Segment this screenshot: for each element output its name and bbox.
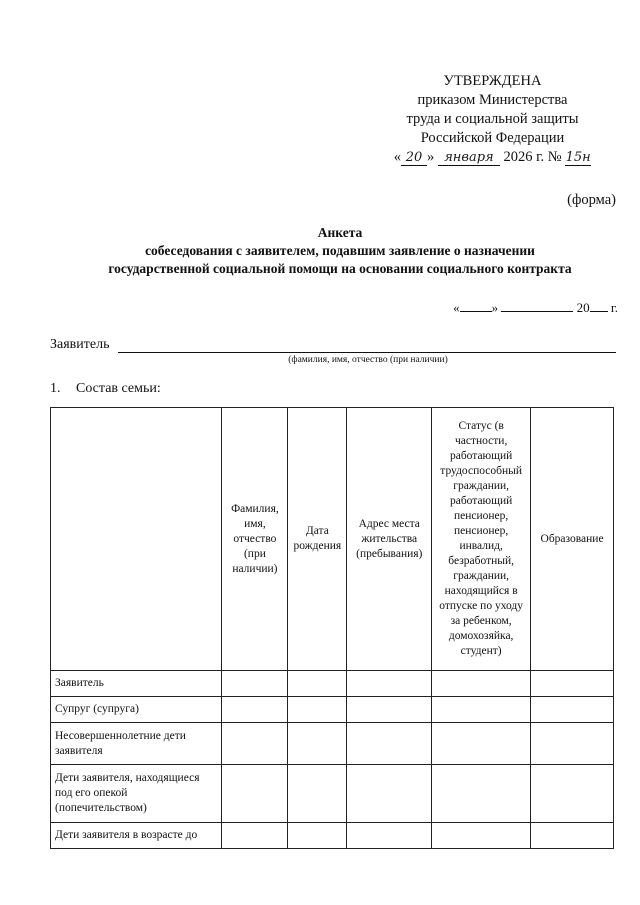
section-number: 1.	[50, 381, 61, 396]
document-title	[40, 224, 640, 278]
header-cell-status: Статус (в частности, работающий трудоспособный граждании, работающий пенсионер, пенсионер, инвалид, безработный, граждании, находящийся в отпуске по уходу за ребенком, домохозяйка, студент)	[432, 408, 531, 671]
fill-date-line: « » 20 г.	[453, 300, 618, 315]
table-cell[interactable]	[432, 823, 531, 849]
day-blank[interactable]	[460, 300, 492, 312]
title-line-3: государственной социальной помощи на основании социального контракта	[108, 261, 572, 276]
month-blank[interactable]	[501, 300, 573, 312]
row-label: Несовершеннолетние дети заявителя	[51, 723, 222, 765]
family-composition-table	[50, 407, 614, 849]
approval-month: января	[438, 150, 500, 166]
approval-date-line: « 20 » января 2026 г. № 15н	[393, 149, 591, 165]
title-line-2: собеседования с заявителем, подавшим заявление о назначении	[145, 243, 535, 258]
section-heading	[50, 381, 161, 397]
header-cell-education: Образование	[531, 408, 614, 671]
approval-order-line: приказом Министерства	[417, 92, 568, 108]
table-cell[interactable]	[347, 723, 432, 765]
applicant-hint: (фамилия, имя, отчество (при наличии)	[288, 355, 448, 365]
table-header-row	[51, 408, 614, 671]
table-cell[interactable]	[288, 697, 347, 723]
row-label: Супруг (супруга)	[51, 697, 222, 723]
title-line-1: Анкета	[317, 225, 363, 240]
table-cell[interactable]	[288, 671, 347, 697]
approval-ministry-line: труда и социальной защиты	[406, 111, 579, 127]
table-cell[interactable]	[222, 823, 288, 849]
table-cell[interactable]	[222, 765, 288, 823]
table-cell[interactable]	[288, 823, 347, 849]
approval-stamp	[380, 72, 605, 167]
header-cell-empty	[51, 408, 222, 671]
table-row	[51, 697, 614, 723]
year-blank[interactable]	[590, 300, 608, 312]
table-cell[interactable]	[347, 765, 432, 823]
header-cell-fullname: Фамилия, имя, отчество (при наличии)	[222, 408, 288, 671]
table-cell[interactable]	[432, 671, 531, 697]
applicant-input-line[interactable]	[118, 352, 616, 353]
table-cell[interactable]	[222, 671, 288, 697]
approval-year: 2026 г. №	[503, 149, 562, 165]
table-row	[51, 823, 614, 849]
table-cell[interactable]	[432, 723, 531, 765]
header-cell-address: Адрес места жительства (пребывания)	[347, 408, 432, 671]
table-cell[interactable]	[347, 697, 432, 723]
table-cell[interactable]	[531, 765, 614, 823]
table-cell[interactable]	[531, 723, 614, 765]
approval-title: УТВЕРЖДЕНА	[443, 73, 542, 89]
table-cell[interactable]	[347, 671, 432, 697]
applicant-label: Заявитель	[50, 337, 110, 352]
table-cell[interactable]	[288, 723, 347, 765]
row-label: Дети заявителя, находящиеся под его опекой (попечительством)	[51, 765, 222, 823]
table-cell[interactable]	[531, 697, 614, 723]
form-label: (форма)	[567, 192, 616, 208]
table-cell[interactable]	[222, 697, 288, 723]
row-label: Дети заявителя в возрасте до	[51, 823, 222, 849]
table-row	[51, 723, 614, 765]
table-row	[51, 765, 614, 823]
table-cell[interactable]	[347, 823, 432, 849]
section-title: Состав семьи:	[76, 381, 161, 396]
header-cell-birthdate: Дата рождения	[288, 408, 347, 671]
approval-day: 20	[401, 150, 427, 166]
table-cell[interactable]	[222, 723, 288, 765]
table-cell[interactable]	[531, 823, 614, 849]
table-cell[interactable]	[432, 765, 531, 823]
approval-number: 15н	[565, 150, 591, 165]
table-cell[interactable]	[531, 671, 614, 697]
table-cell[interactable]	[288, 765, 347, 823]
table-cell[interactable]	[432, 697, 531, 723]
applicant-field	[50, 337, 616, 365]
approval-country-line: Российской Федерации	[420, 130, 565, 146]
table-row	[51, 671, 614, 697]
row-label: Заявитель	[51, 671, 222, 697]
